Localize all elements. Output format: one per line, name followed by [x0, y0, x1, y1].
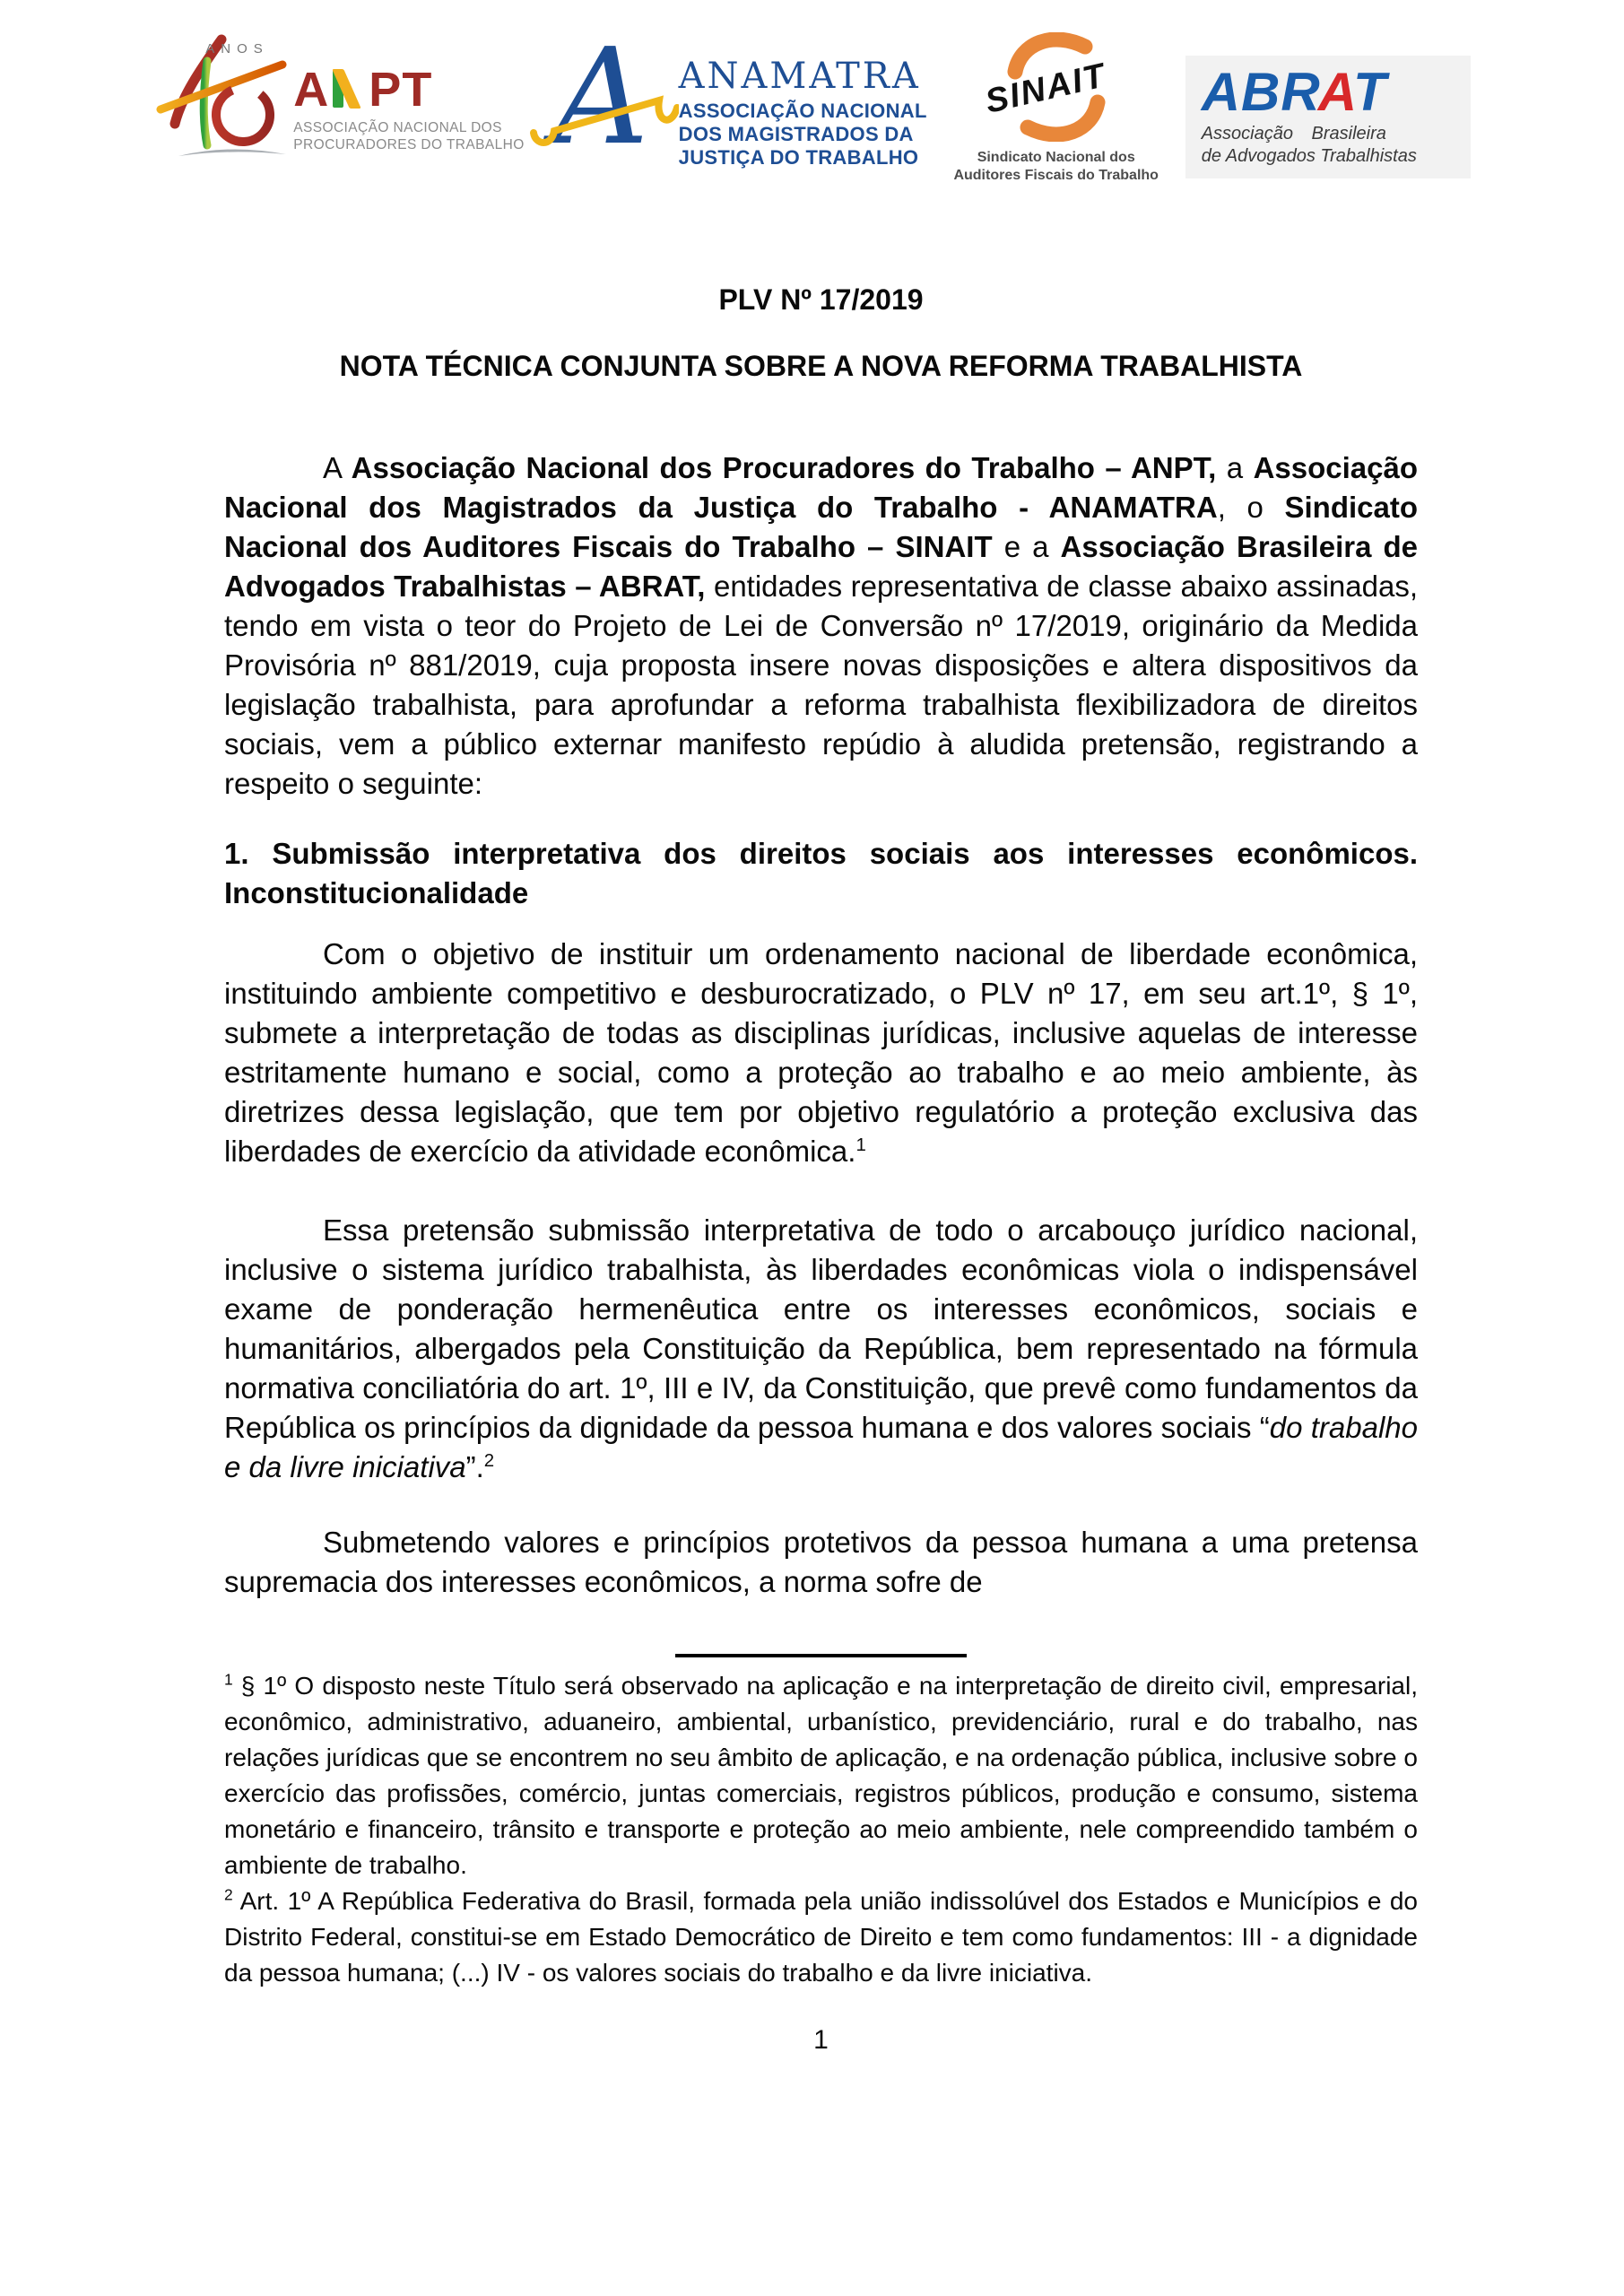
text-run: Sindicato Nacional dos Auditores Fiscais do Trabalho – SINAIT	[224, 491, 1419, 563]
abrat-subtitle-line1: Associação Brasileira	[1201, 124, 1386, 144]
section-heading-1	[224, 834, 1418, 913]
logo-header	[0, 0, 1624, 206]
anpt-acronym-pt: PT	[369, 63, 433, 117]
sinait-mark	[981, 32, 1128, 142]
anpt-acronym	[293, 63, 524, 117]
text-run: Associação Nacional dos Magistrados da Justiça do Trabalho - ANAMATRA	[224, 451, 1418, 524]
text-run: A	[323, 451, 352, 484]
paragraph-3	[224, 1211, 1418, 1487]
anpt-acronym-a: A	[293, 63, 330, 117]
anamatra-text-block	[679, 57, 927, 170]
anamatra-subtitle-line1: ASSOCIAÇÃO NACIONAL	[678, 100, 927, 122]
footnote-2	[224, 1883, 1418, 1991]
anamatra-subtitle	[679, 100, 927, 170]
anamatra-scales-icon	[526, 86, 679, 149]
abrat-acronym	[1201, 62, 1455, 122]
anpt-subtitle-line2: PROCURADORES DO TRABALHO	[293, 137, 525, 152]
anamatra-logo	[548, 20, 927, 174]
anamatra-acronym: ANAMATRA	[678, 56, 921, 97]
paragraph-4	[224, 1523, 1418, 1602]
footnote-separator	[675, 1654, 967, 1657]
document-body	[224, 282, 1418, 2056]
text-run: Submetendo valores e princípios protetivos da pessoa humana a uma pretensa supremacia dos interesses econômicos, a norma sofre de	[224, 1526, 1418, 1598]
abrat-acronym-red-a: A	[1317, 62, 1359, 122]
sinait-subtitle-line1: Sindicato Nacional dos	[977, 150, 1135, 165]
abrat-logo	[1185, 56, 1471, 178]
text-run: ”.	[465, 1450, 484, 1483]
footnote-ref: 2	[483, 1450, 495, 1471]
text-run: Com o objetivo de instituir um ordenamento nacional de liberdade econômica, instituindo ambiente competitivo e desburocratizado, o PLV nº 17, em seu art.1º, § 1º, submete a interpretação de todas as disciplinas jurídicas, inclusive aquelas de interesse estritamente humano e social, como a proteção ao trabalho e ao meio ambiente, às diretrizes dessa legislação, que tem por objetivo regulatório a proteção exclusiva das liberdades de exercício da atividade econômica.	[224, 937, 1418, 1168]
anamatra-subtitle-line3: JUSTIÇA DO TRABALHO	[678, 146, 919, 169]
abrat-subtitle	[1202, 123, 1455, 168]
abrat-acronym-t: T	[1353, 62, 1387, 122]
anpt-subtitle-line1: ASSOCIAÇÃO NACIONAL DOS	[293, 120, 502, 135]
sinait-subtitle	[953, 149, 1159, 185]
abrat-acronym-abr: ABR	[1201, 62, 1321, 122]
text-run: , o	[1217, 491, 1285, 524]
text-run: § 1º O disposto neste Título será observado na aplicação e na interpretação de direito civil, empresarial, econômico, administrativo, aduaneiro, ambiental, urbanístico, previdenciário, rural e do trabalho, nas relações jurídicas que se encontrem no seu âmbito de aplicação, e na ordenação pública, inclusive sobre o exercício das profissões, comércio, juntas comerciais, registros públicos, produção e consumo, sistema monetário e financeiro, trânsito e transporte e proteção ao meio ambiente, nele compreendido também o ambiente de trabalho.	[224, 1672, 1418, 1879]
anpt-subtitle	[293, 119, 524, 153]
paragraph-1	[224, 448, 1418, 804]
text-run: Associação Nacional dos Procuradores do Trabalho – ANPT,	[351, 451, 1217, 484]
footnote-ref: 1	[224, 1670, 233, 1689]
text-run: Art. 1º A República Federativa do Brasil, formada pela união indissolúvel dos Estados e Municípios e do Distrito Federal, constitui-se em Estado Democrático de Direito e tem como fundamentos: III - a dignidade da pessoa humana; (...) IV - os valores sociais do trabalho e da livre iniciativa.	[224, 1887, 1418, 1987]
anamatra-a-glyph: A	[552, 20, 649, 174]
abrat-subtitle-line2: de Advogados Trabalhistas	[1201, 146, 1417, 166]
anpt-text-block	[293, 63, 525, 153]
footnote-1	[224, 1668, 1418, 1883]
text-run: e a	[992, 530, 1061, 563]
text-run: do trabalho e da livre iniciativa	[224, 1411, 1418, 1483]
paragraph-2	[224, 935, 1418, 1171]
anpt-n-icon	[333, 70, 365, 108]
sinait-logo	[951, 32, 1162, 185]
footnote-ref: 1	[855, 1135, 866, 1155]
sinait-acronym: SINAIT	[981, 57, 1110, 121]
document-subtitle: NOTA TÉCNICA CONJUNTA SOBRE A NOVA REFORMA TRABALHISTA	[339, 350, 1303, 382]
anpt-anos-label: ANOS	[205, 41, 269, 57]
text-run: entidades representativa de classe abaixo assinadas, tendo em vista o teor do Projeto de Lei de Conversão nº 17/2019, originário da Medida Provisória nº 881/2019, cuja proposta insere novas disposições e altera dispositivos da legislação trabalhista, para aprofundar a reforma trabalhista flexibilizadora de direitos sociais, vem a público externar manifesto repúdio à aludida pretensão, registrando a respeito o seguinte:	[224, 570, 1418, 800]
anamatra-subtitle-line2: DOS MAGISTRADOS DA	[678, 123, 914, 145]
text-run: Essa pretensão submissão interpretativa de todo o arcabouço jurídico nacional, inclusive o sistema jurídico trabalhista, às liberdades econômicas viola o indispensável exame de ponderação hermenêutica entre os interesses econômicos, sociais e humanitários, albergados pela Constituição da República, bem representado na fórmula normativa conciliatória do art. 1º, III e IV, da Constituição, que prevê como fundamentos da República os princípios da dignidade da pessoa humana e dos valores sociais “	[224, 1213, 1418, 1444]
footnote-ref: 2	[224, 1885, 233, 1904]
text-run: 1. Submissão interpretativa dos direitos sociais aos interesses econômicos. Inconstitucionalidade	[224, 837, 1418, 909]
anpt-40-anos-icon	[153, 30, 290, 176]
sinait-subtitle-line2: Auditores Fiscais do Trabalho	[953, 168, 1159, 183]
anamatra-a-icon	[548, 20, 679, 174]
text-run: a	[1216, 451, 1254, 484]
text-run: Associação Brasileira de Advogados Trabalhistas – ABRAT,	[224, 530, 1418, 603]
document-title: PLV Nº 17/2019	[718, 283, 924, 316]
page-number: 1	[813, 2025, 829, 2055]
anpt-logo	[153, 30, 524, 176]
